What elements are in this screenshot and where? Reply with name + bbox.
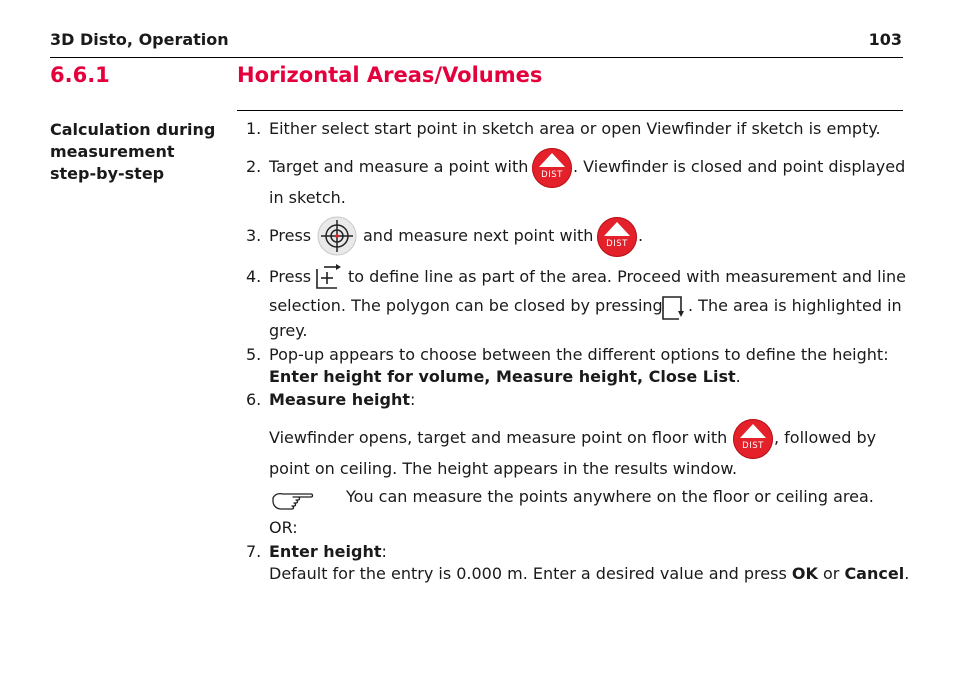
or-word: or xyxy=(822,564,840,583)
step-text: in sketch. xyxy=(269,188,346,207)
target-crosshair-icon xyxy=(317,216,357,256)
step-text: . xyxy=(638,226,644,245)
step-number: 5. xyxy=(246,345,262,364)
dist-label: DIST xyxy=(742,441,764,451)
section-divider xyxy=(237,110,903,111)
punctuation: . xyxy=(735,367,741,386)
add-line-icon xyxy=(314,263,342,290)
sidebar-heading xyxy=(50,119,230,185)
step-text: selection. The polygon can be closed by pressing xyxy=(269,296,663,315)
sidebar-line: measurement xyxy=(50,142,175,161)
punctuation: . xyxy=(904,564,910,583)
dist-label: DIST xyxy=(606,239,628,249)
step-number: 7. xyxy=(246,542,262,561)
dist-button-icon xyxy=(733,419,773,459)
step-heading: Enter height xyxy=(269,542,382,561)
step-number: 1. xyxy=(246,119,262,138)
sidebar-line: step-by-step xyxy=(50,164,165,183)
sidebar-line: Calculation during xyxy=(50,120,216,139)
ok-label: OK xyxy=(791,564,818,583)
step-text: grey. xyxy=(269,321,308,340)
header-divider xyxy=(50,57,903,58)
step-text: to define line as part of the area. Proceed with measurement and line xyxy=(348,267,906,286)
step-text: Viewfinder opens, target and measure point on floor with xyxy=(269,428,728,447)
punctuation: : xyxy=(381,542,387,561)
step-text xyxy=(269,564,909,584)
dist-label: DIST xyxy=(541,170,563,180)
step-text: Press xyxy=(269,267,312,286)
step-number: 6. xyxy=(246,390,262,409)
note-text: You can measure the points anywhere on the floor or ceiling area. xyxy=(346,487,874,506)
step-text xyxy=(269,390,415,410)
step-number: 4. xyxy=(246,267,262,286)
punctuation: : xyxy=(410,390,416,409)
options-list: Enter height for volume, Measure height, Close List xyxy=(269,367,736,386)
step-text: Pop-up appears to choose between the different options to define the height: xyxy=(269,345,889,364)
header-title: 3D Disto, Operation xyxy=(50,30,229,49)
step-text: . The area is highlighted in xyxy=(688,296,902,315)
step-text: Press xyxy=(269,226,312,245)
or-text: OR: xyxy=(269,518,298,537)
section-number: 6.6.1 xyxy=(50,63,110,87)
step-text: Target and measure a point with xyxy=(269,157,529,176)
step-text: point on ceiling. The height appears in the results window. xyxy=(269,459,738,478)
section-title: Horizontal Areas/Volumes xyxy=(237,63,543,87)
step-text: Either select start point in sketch area or open Viewfinder if sketch is empty. xyxy=(269,119,881,138)
step-heading: Measure height xyxy=(269,390,411,409)
step-text: and measure next point with xyxy=(363,226,594,245)
step-text: , followed by xyxy=(774,428,877,447)
dist-button-icon xyxy=(532,148,572,188)
dist-button-icon xyxy=(597,217,637,257)
step-number: 2. xyxy=(246,157,262,176)
page-number: 103 xyxy=(868,30,902,49)
default-text: Default for the entry is 0.000 m. Enter a desired value and press xyxy=(269,564,787,583)
step-text xyxy=(269,367,741,387)
close-polygon-icon xyxy=(660,295,688,321)
step-text: . Viewfinder is closed and point displayed xyxy=(573,157,906,176)
step-text xyxy=(269,542,387,562)
step-number: 3. xyxy=(246,226,262,245)
pointing-hand-icon xyxy=(271,489,315,511)
cancel-label: Cancel xyxy=(844,564,905,583)
